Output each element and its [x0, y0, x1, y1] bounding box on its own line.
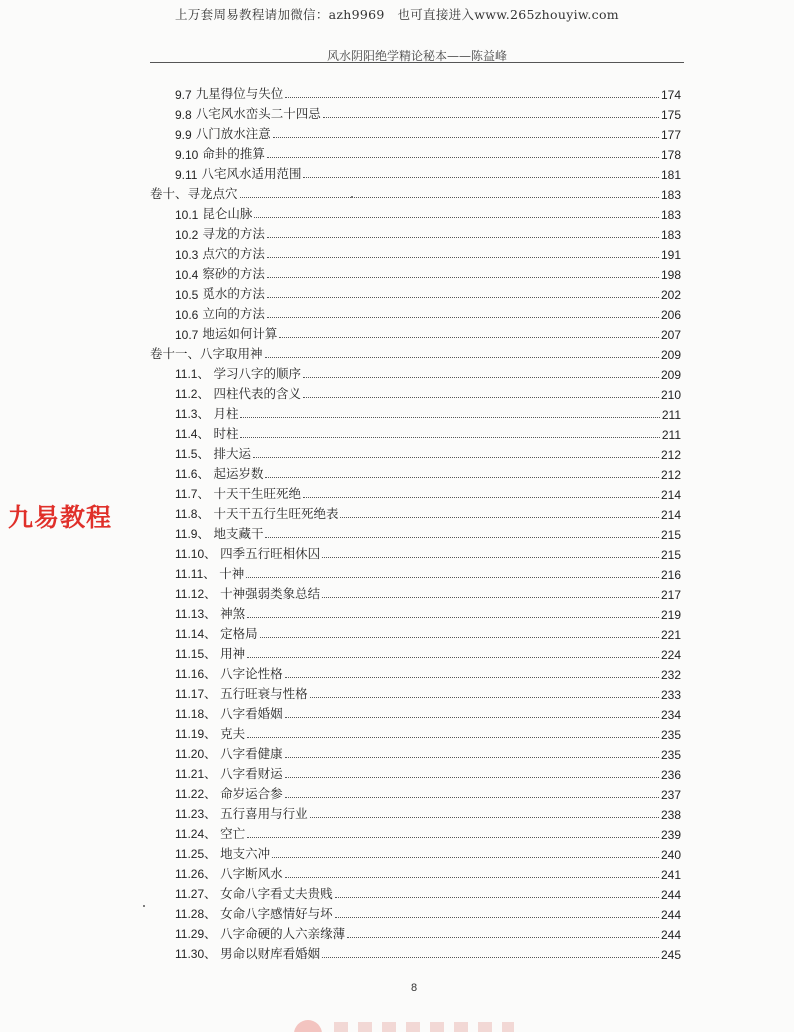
toc-dot-leader — [285, 757, 659, 758]
toc-entry — [175, 422, 681, 442]
toc-dot-leader — [285, 877, 659, 878]
toc-entry-page: 209 — [660, 368, 681, 382]
toc-entry — [175, 762, 681, 782]
toc-dot-leader — [310, 817, 659, 818]
toc-entry-page: 238 — [660, 808, 681, 822]
toc-entry-page: 177 — [660, 128, 681, 142]
toc-entry — [175, 682, 681, 702]
toc-dot-leader — [267, 277, 659, 278]
toc-entry-number: 11.2、 — [175, 387, 210, 401]
toc-entry-title: 地运如何计算 — [202, 326, 278, 341]
toc-entry-number: 11.8、 — [175, 507, 210, 521]
toc-entry-title: 女命八字感情好与坏 — [220, 906, 333, 921]
toc-dot-leader — [285, 97, 659, 98]
toc-entry-number: 11.14、 — [175, 627, 217, 641]
toc-entry — [175, 102, 681, 122]
toc-dot-leader — [260, 637, 659, 638]
toc-entry-page: 206 — [660, 308, 681, 322]
toc-dot-leader — [240, 437, 659, 438]
toc-entry-title: 定格局 — [220, 626, 258, 641]
toc-entry-number: 11.25、 — [175, 847, 217, 861]
toc-entry — [175, 142, 681, 162]
toc-entry-title: 月柱 — [213, 406, 239, 421]
scan-speck — [351, 196, 353, 198]
toc-entry-number: 9.8 — [175, 108, 192, 122]
toc-dot-leader — [267, 317, 659, 318]
toc-dot-leader — [247, 657, 659, 658]
toc-entry-title: 觅水的方法 — [202, 286, 265, 301]
toc-dot-leader — [254, 217, 659, 218]
toc-entry-number: 11.27、 — [175, 887, 217, 901]
toc-entry-title: 九星得位与失位 — [195, 86, 284, 101]
toc-dot-leader — [285, 797, 659, 798]
toc-entry-page: 232 — [660, 668, 681, 682]
toc-entry-number: 11.18、 — [175, 707, 217, 721]
toc-entry-page: 202 — [660, 288, 681, 302]
toc-entry — [175, 162, 681, 182]
toc-entry — [175, 482, 681, 502]
toc-entry-title: 十神 — [219, 566, 245, 581]
toc-entry-number: 10.1 — [175, 208, 199, 222]
toc-entry-page: 174 — [660, 88, 681, 102]
toc-entry-title: 点穴的方法 — [202, 246, 265, 261]
toc-entry-page: 183 — [660, 228, 681, 242]
toc-entry-number: 9.7 — [175, 88, 192, 102]
toc-entry-title: 八字命硬的人六亲缘薄 — [220, 926, 346, 941]
toc-entry — [175, 122, 681, 142]
toc-entry — [175, 242, 681, 262]
toc-entry-number: 11.1、 — [175, 367, 210, 381]
toc-dot-leader — [340, 517, 658, 518]
toc-entry-title: 八字看财运 — [220, 766, 283, 781]
toc-entry-number: 11.4、 — [175, 427, 210, 441]
toc-entry — [175, 942, 681, 962]
toc-entry-number: 10.6 — [175, 308, 199, 322]
toc-entry-page: 224 — [660, 648, 681, 662]
toc-dot-leader — [335, 917, 659, 918]
toc-entry-title: 卷十、寻龙点穴 — [150, 186, 238, 201]
toc-entry-page: 181 — [660, 168, 681, 182]
toc-entry-title: 八字断风水 — [220, 866, 283, 881]
toc-entry-page: 235 — [660, 748, 681, 762]
toc-entry — [175, 742, 681, 762]
toc-entry-page: 241 — [660, 868, 681, 882]
toc-entry-number: 11.26、 — [175, 867, 217, 881]
toc-entry-title: 立向的方法 — [202, 306, 265, 321]
toc-dot-leader — [303, 397, 659, 398]
toc-entry — [175, 402, 681, 422]
toc-entry-title: 男命以财库看婚姻 — [220, 946, 321, 961]
faded-text-decor — [334, 1022, 514, 1032]
toc-entry-title: 八宅风水适用范围 — [201, 166, 302, 181]
toc-entry-number: 9.10 — [175, 148, 199, 162]
toc-entry-page: 221 — [660, 628, 681, 642]
toc-entry-page: 215 — [660, 548, 681, 562]
toc-entry-title: 排大运 — [213, 446, 251, 461]
toc-entry — [175, 202, 681, 222]
toc-entry-number: 11.3、 — [175, 407, 210, 421]
toc-entry-title: 十天干五行生旺死绝表 — [213, 506, 339, 521]
toc-dot-leader — [322, 957, 659, 958]
toc-entry-page: 236 — [660, 768, 681, 782]
toc-entry-page: 235 — [660, 728, 681, 742]
toc-dot-leader — [303, 497, 659, 498]
toc-entry — [175, 842, 681, 862]
toc-entry-number: 11.13、 — [175, 607, 217, 621]
toc-dot-leader — [247, 837, 659, 838]
toc-entry — [175, 562, 681, 582]
toc-entry-page: 191 — [660, 248, 681, 262]
toc-entry-number: 11.6、 — [175, 467, 210, 481]
toc-entry — [175, 222, 681, 242]
toc-entry-title: 八字看婚姻 — [220, 706, 283, 721]
toc-entry-title: 四柱代表的含义 — [213, 386, 301, 401]
toc-entry-page: 209 — [660, 348, 681, 362]
toc-entry-title: 克夫 — [220, 726, 246, 741]
toc-entry — [175, 522, 681, 542]
toc-entry-page: 183 — [660, 208, 681, 222]
toc-entry — [175, 582, 681, 602]
toc-entry — [175, 702, 681, 722]
toc-dot-leader — [265, 357, 659, 358]
toc-entry-page: 212 — [660, 448, 681, 462]
toc-entry-title: 察砂的方法 — [202, 266, 265, 281]
toc-entry-number: 9.9 — [175, 128, 192, 142]
toc-dot-leader — [267, 297, 659, 298]
toc-entry-page: 211 — [661, 408, 681, 422]
toc-entry — [175, 822, 681, 842]
toc-entry-number: 11.17、 — [175, 687, 217, 701]
toc-entry-number: 10.4 — [175, 268, 199, 282]
logo-circle-icon — [294, 1020, 322, 1032]
toc-entry-page: 207 — [660, 328, 681, 342]
toc-entry-page: 178 — [660, 148, 681, 162]
toc-entry-page: 237 — [660, 788, 681, 802]
toc-entry-title: 地支六冲 — [220, 846, 271, 861]
toc-entry — [175, 362, 681, 382]
toc-entry — [175, 642, 681, 662]
toc-entry — [175, 462, 681, 482]
toc-entry-title: 五行旺衰与性格 — [220, 686, 308, 701]
toc-entry-page: 244 — [660, 888, 681, 902]
toc-entry-number: 11.21、 — [175, 767, 217, 781]
running-header: 风水阴阳绝学精论秘本——陈益峰 — [326, 49, 507, 63]
toc-entry-number: 11.7、 — [175, 487, 210, 501]
toc-entry-page: 210 — [660, 388, 681, 402]
top-banner: 上万套周易教程请加微信：azh9969 也可直接进入www.265zhouyiw.com — [175, 7, 619, 22]
toc-dot-leader — [322, 557, 659, 558]
toc-entry-title: 时柱 — [213, 426, 239, 441]
toc-entry-number: 11.10、 — [175, 547, 217, 561]
toc-entry-title: 学习八字的顺序 — [213, 366, 301, 381]
toc-entry-title: 用神 — [220, 646, 246, 661]
toc-entry-number: 9.11 — [175, 168, 198, 182]
toc-entry-title: 卷十一、八字取用神 — [150, 346, 263, 361]
toc-dot-leader — [265, 537, 658, 538]
toc-entry — [175, 902, 681, 922]
toc-entry-number: 11.22、 — [175, 787, 217, 801]
toc-entry — [175, 302, 681, 322]
toc-entry-title: 昆仑山脉 — [202, 206, 253, 221]
toc-entry-title: 八门放水注意 — [195, 126, 271, 141]
toc-dot-leader — [265, 477, 658, 478]
toc-entry-page: 183 — [660, 188, 681, 202]
toc-entry-title: 命卦的推算 — [202, 146, 265, 161]
toc-dot-leader — [267, 237, 659, 238]
toc-entry — [175, 782, 681, 802]
toc-entry-title: 八宅风水峦头二十四忌 — [195, 106, 321, 121]
toc-dot-leader — [303, 177, 658, 178]
toc-entry-title: 八字论性格 — [220, 666, 283, 681]
toc-entry-page: 175 — [660, 108, 681, 122]
toc-entry-title: 十神强弱类象总结 — [220, 586, 321, 601]
toc-entry — [175, 442, 681, 462]
toc-entry-page: 234 — [660, 708, 681, 722]
toc-dot-leader — [267, 257, 659, 258]
toc-entry-title: 女命八字看丈夫贵贱 — [220, 886, 333, 901]
toc-entry-number: 11.5、 — [175, 447, 210, 461]
toc-dot-leader — [240, 417, 659, 418]
toc-entry-number: 11.11、 — [175, 567, 216, 581]
toc-dot-leader — [247, 617, 659, 618]
toc-dot-leader — [272, 857, 659, 858]
toc-dot-leader — [323, 117, 659, 118]
toc-entry-number: 11.9、 — [175, 527, 210, 541]
toc-entry — [175, 602, 681, 622]
toc-dot-leader — [322, 597, 659, 598]
toc-dot-leader — [310, 697, 659, 698]
toc-dot-leader — [285, 677, 659, 678]
toc-entry-title: 寻龙的方法 — [202, 226, 265, 241]
toc-entry-number: 11.20、 — [175, 747, 217, 761]
scan-speck — [143, 905, 145, 907]
toc-entry-page: 244 — [660, 908, 681, 922]
toc-entry-page: 240 — [660, 848, 681, 862]
toc-dot-leader — [267, 157, 659, 158]
toc-entry — [175, 262, 681, 282]
toc-entry-number: 11.29、 — [175, 927, 217, 941]
toc-entry-number: 10.3 — [175, 248, 199, 262]
toc-entry — [150, 342, 681, 362]
toc-entry-number: 11.28、 — [175, 907, 217, 921]
toc-entry-number: 11.16、 — [175, 667, 217, 681]
toc-entry-page: 216 — [660, 568, 681, 582]
toc-dot-leader — [285, 777, 659, 778]
bottom-logo-fragment — [290, 1018, 530, 1032]
page-number: 8 — [410, 982, 418, 994]
toc-entry-number: 10.7 — [175, 328, 199, 342]
toc-entry — [175, 82, 681, 102]
toc-dot-leader — [347, 937, 659, 938]
toc-entry-page: 198 — [660, 268, 681, 282]
toc-entry-number: 11.24、 — [175, 827, 217, 841]
toc-dot-leader — [285, 717, 659, 718]
toc-entry-title: 神煞 — [220, 606, 246, 621]
toc-entry-title: 八字看健康 — [220, 746, 283, 761]
toc-entry-page: 215 — [660, 528, 681, 542]
toc-entry — [175, 662, 681, 682]
toc-dot-leader — [247, 737, 659, 738]
toc-entry — [175, 882, 681, 902]
toc-entry-title: 命岁运合参 — [220, 786, 283, 801]
toc-entry — [175, 862, 681, 882]
toc-entry-number: 11.15、 — [175, 647, 217, 661]
toc-dot-leader — [279, 337, 659, 338]
toc-entry-page: 233 — [660, 688, 681, 702]
toc-entry — [175, 502, 681, 522]
toc-dot-leader — [240, 197, 659, 198]
toc-entry-number: 11.19、 — [175, 727, 217, 741]
toc-dot-leader — [335, 897, 659, 898]
header-rule — [150, 62, 684, 63]
toc-entry-number: 11.30、 — [175, 947, 217, 961]
toc-dot-leader — [303, 377, 659, 378]
toc-entry — [175, 322, 681, 342]
toc-entry-page: 217 — [660, 588, 681, 602]
toc-entry-page: 211 — [661, 428, 681, 442]
toc-entry-number: 11.23、 — [175, 807, 217, 821]
toc-entry — [175, 722, 681, 742]
toc-dot-leader — [273, 137, 659, 138]
toc-dot-leader — [253, 457, 659, 458]
toc-entry-page: 219 — [660, 608, 681, 622]
toc-dot-leader — [246, 577, 659, 578]
toc-entry-number: 10.5 — [175, 288, 199, 302]
toc-entry-page: 239 — [660, 828, 681, 842]
toc-entry-page: 245 — [660, 948, 681, 962]
toc-entry-page: 214 — [660, 508, 681, 522]
toc-entry — [175, 622, 681, 642]
toc-entry — [175, 542, 681, 562]
toc-entry-title: 空亡 — [220, 826, 246, 841]
toc-entry-number: 10.2 — [175, 228, 199, 242]
watermark: 九易教程 — [8, 503, 113, 532]
toc-entry-page: 214 — [660, 488, 681, 502]
toc-entry-title: 四季五行旺相休囚 — [220, 546, 321, 561]
toc-entry-page: 244 — [660, 928, 681, 942]
toc-entry — [175, 802, 681, 822]
toc-entry — [150, 182, 681, 202]
toc-entry — [175, 922, 681, 942]
toc-entry-page: 212 — [660, 468, 681, 482]
toc-entry-title: 起运岁数 — [213, 466, 264, 481]
toc-entry-title: 十天干生旺死绝 — [213, 486, 301, 501]
toc-entry-number: 11.12、 — [175, 587, 217, 601]
toc-entry — [175, 282, 681, 302]
toc-entry-title: 地支藏干 — [213, 526, 264, 541]
toc-entry-title: 五行喜用与行业 — [220, 806, 308, 821]
toc-entry — [175, 382, 681, 402]
